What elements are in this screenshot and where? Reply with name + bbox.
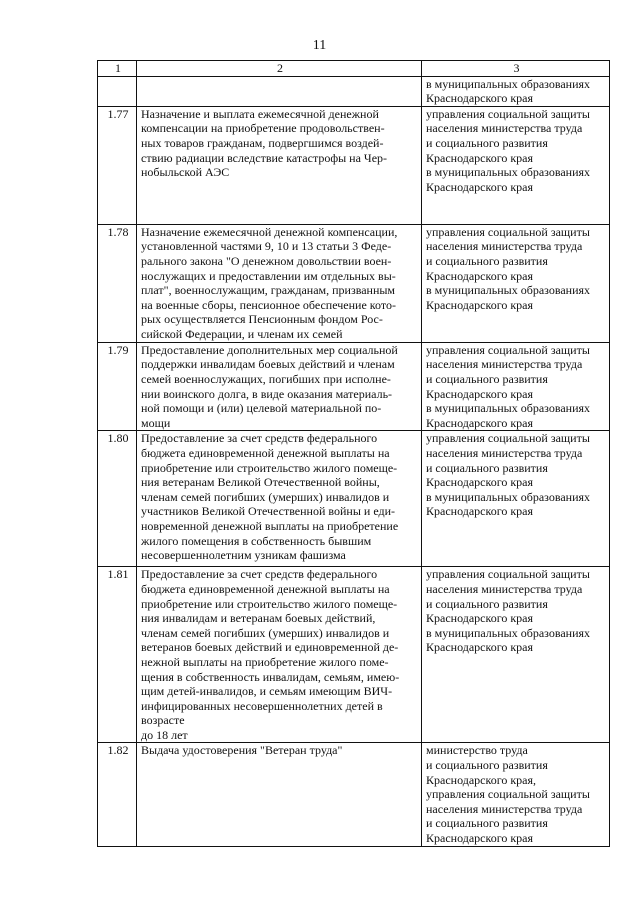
org-line: Краснодарского края (426, 475, 534, 490)
row-number: 1.80 (98, 431, 137, 567)
service-description (137, 567, 422, 743)
org-line: и социального развития (426, 253, 548, 268)
description-line: членам семей погибших (умерших) инвалидов и (141, 625, 390, 640)
org-line: управления социальной защиты (426, 106, 590, 121)
table-row (98, 431, 610, 567)
description-line: поддержки инвалидам боевых действий и членам (141, 357, 395, 372)
responsible-body (422, 76, 610, 106)
table-row (98, 224, 610, 342)
org-line: Краснодарского края (426, 297, 534, 312)
description-line: бюджета единовременной денежной выплаты на (141, 445, 390, 460)
description-line: щим детей-инвалидов, и семьям имеющим ВИЧ- (141, 684, 393, 699)
org-line: населения министерства труда (426, 445, 583, 460)
description-line: ных товаров гражданам, подвергшимся воздей- (141, 135, 384, 150)
org-line: управления социальной защиты (426, 342, 590, 357)
org-line: в муниципальных образованиях (426, 76, 591, 91)
header-col-2: 2 (137, 61, 422, 77)
table-row (98, 342, 610, 431)
responsible-body (422, 431, 610, 567)
row-number: 1.77 (98, 106, 137, 224)
service-description (137, 342, 422, 431)
description-line: до 18 лет (141, 727, 188, 742)
description-line: Предоставление дополнительных мер социальной (141, 342, 398, 357)
description-line: ветеранов боевых действий и единовременной де- (141, 640, 399, 655)
description-line: нослужащих и предоставлении им отдельных вы- (141, 268, 396, 283)
description-line: инфицированных несовершеннолетних детей в (141, 698, 383, 713)
org-line: в муниципальных образованиях (426, 625, 591, 640)
description-line: несовершеннолетним узникам фашизма (141, 548, 346, 563)
org-line: Краснодарского края (426, 640, 534, 655)
org-line: министерство труда (426, 743, 528, 758)
org-line: управления социальной защиты (426, 431, 590, 446)
responsible-body (422, 567, 610, 743)
org-line: управления социальной защиты (426, 567, 590, 582)
org-line: Краснодарского края (426, 150, 534, 165)
service-description (137, 743, 422, 847)
description-line: членам семей погибших (умерших) инвалидов и (141, 489, 390, 504)
responsible-body (422, 106, 610, 224)
header-col-3: 3 (422, 61, 610, 77)
org-line: и социального развития (426, 371, 548, 386)
responsible-body (422, 743, 610, 847)
row-number: 1.81 (98, 567, 137, 743)
row-number (98, 76, 137, 106)
table-row (98, 106, 610, 224)
org-line: и социального развития (426, 758, 548, 773)
description-line: Предоставление за счет средств федерального (141, 567, 378, 582)
org-line: и социального развития (426, 135, 548, 150)
description-line: Предоставление за счет средств федерального (141, 431, 378, 446)
org-line: населения министерства труда (426, 581, 583, 596)
description-line: компенсации на приобретение продовольствен- (141, 121, 385, 136)
description-line: Выдача удостоверения "Ветеран труда" (141, 743, 343, 758)
description-line: установленной частями 9, 10 и 13 статьи 3 Феде- (141, 239, 392, 254)
org-line: населения министерства труда (426, 801, 583, 816)
org-line: Краснодарского края (426, 831, 534, 846)
row-number: 1.79 (98, 342, 137, 431)
description-line: приобретение или строительство жилого помеще- (141, 460, 398, 475)
header-col-1: 1 (98, 61, 137, 77)
org-line: населения министерства труда (426, 121, 583, 136)
responsible-body (422, 342, 610, 431)
org-line: в муниципальных образованиях (426, 283, 591, 298)
service-description (137, 431, 422, 567)
services-table-body (98, 61, 610, 847)
description-line: нобыльской АЭС (141, 165, 230, 180)
description-line: бюджета единовременной денежной выплаты на (141, 581, 390, 596)
description-line: возрасте (141, 713, 185, 728)
description-line: нии воинского долга, в виде оказания материаль- (141, 386, 393, 401)
responsible-body (422, 224, 610, 342)
table-header-row (98, 61, 610, 77)
services-table (97, 60, 610, 847)
description-line: участников Великой Отечественной войны и еди- (141, 504, 396, 519)
org-line: Краснодарского края, (426, 772, 537, 787)
description-line: сийской Федерации, и членам их семей (141, 326, 343, 341)
org-line: Краснодарского края (426, 504, 534, 519)
description-line: нежной выплаты на приобретение жилого поме- (141, 654, 389, 669)
description-line: ствию радиации вследствие катастрофы на Чер- (141, 150, 388, 165)
org-line: управления социальной защиты (426, 224, 590, 239)
description-line: Назначение и выплата ежемесячной денежной (141, 106, 379, 121)
org-line: и социального развития (426, 816, 548, 831)
description-line: ной помощи и (или) целевой материальной по- (141, 401, 382, 416)
description-line: плат", военнослужащим, гражданам, призванным (141, 283, 396, 298)
description-line: жилого помещения в собственность бывшим (141, 533, 372, 548)
description-line: ния инвалидам и ветеранам боевых действий, (141, 611, 376, 626)
row-number: 1.82 (98, 743, 137, 847)
page-number: 11 (312, 38, 327, 53)
table-row (98, 743, 610, 847)
description-line: семей военнослужащих, погибших при исполне- (141, 371, 391, 386)
continuation-row (98, 76, 610, 106)
org-line: Краснодарского края (426, 268, 534, 283)
description-line: приобретение или строительство жилого помеще- (141, 596, 398, 611)
org-line: управления социальной защиты (426, 787, 590, 802)
org-line: в муниципальных образованиях (426, 165, 591, 180)
description-line: мощи (141, 415, 171, 430)
description-line: на военные сборы, пенсионное обеспечение кото- (141, 297, 396, 312)
description-line: рального закона "О денежном довольствии воен- (141, 253, 392, 268)
org-line: населения министерства труда (426, 357, 583, 372)
org-line: и социального развития (426, 596, 548, 611)
org-line: и социального развития (426, 460, 548, 475)
org-line: в муниципальных образованиях (426, 489, 591, 504)
table-row (98, 567, 610, 743)
org-line: Краснодарского края (426, 611, 534, 626)
org-line: населения министерства труда (426, 239, 583, 254)
description-line: ния ветеранам Великой Отечественной войны, (141, 475, 380, 490)
description-line: щения в собственность инвалидам, семьям, имею- (141, 669, 400, 684)
service-description (137, 106, 422, 224)
row-number: 1.78 (98, 224, 137, 342)
org-line: в муниципальных образованиях (426, 401, 591, 416)
org-line: Краснодарского края (426, 415, 534, 430)
description-line: новременной денежной выплаты на приобретение (141, 518, 399, 533)
service-description (137, 224, 422, 342)
description-line: рых осуществляется Пенсионным фондом Рос- (141, 312, 383, 327)
org-line: Краснодарского края (426, 91, 534, 106)
service-description (137, 76, 422, 106)
description-line: Назначение ежемесячной денежной компенсации, (141, 224, 398, 239)
org-line: Краснодарского края (426, 386, 534, 401)
org-line: Краснодарского края (426, 179, 534, 194)
